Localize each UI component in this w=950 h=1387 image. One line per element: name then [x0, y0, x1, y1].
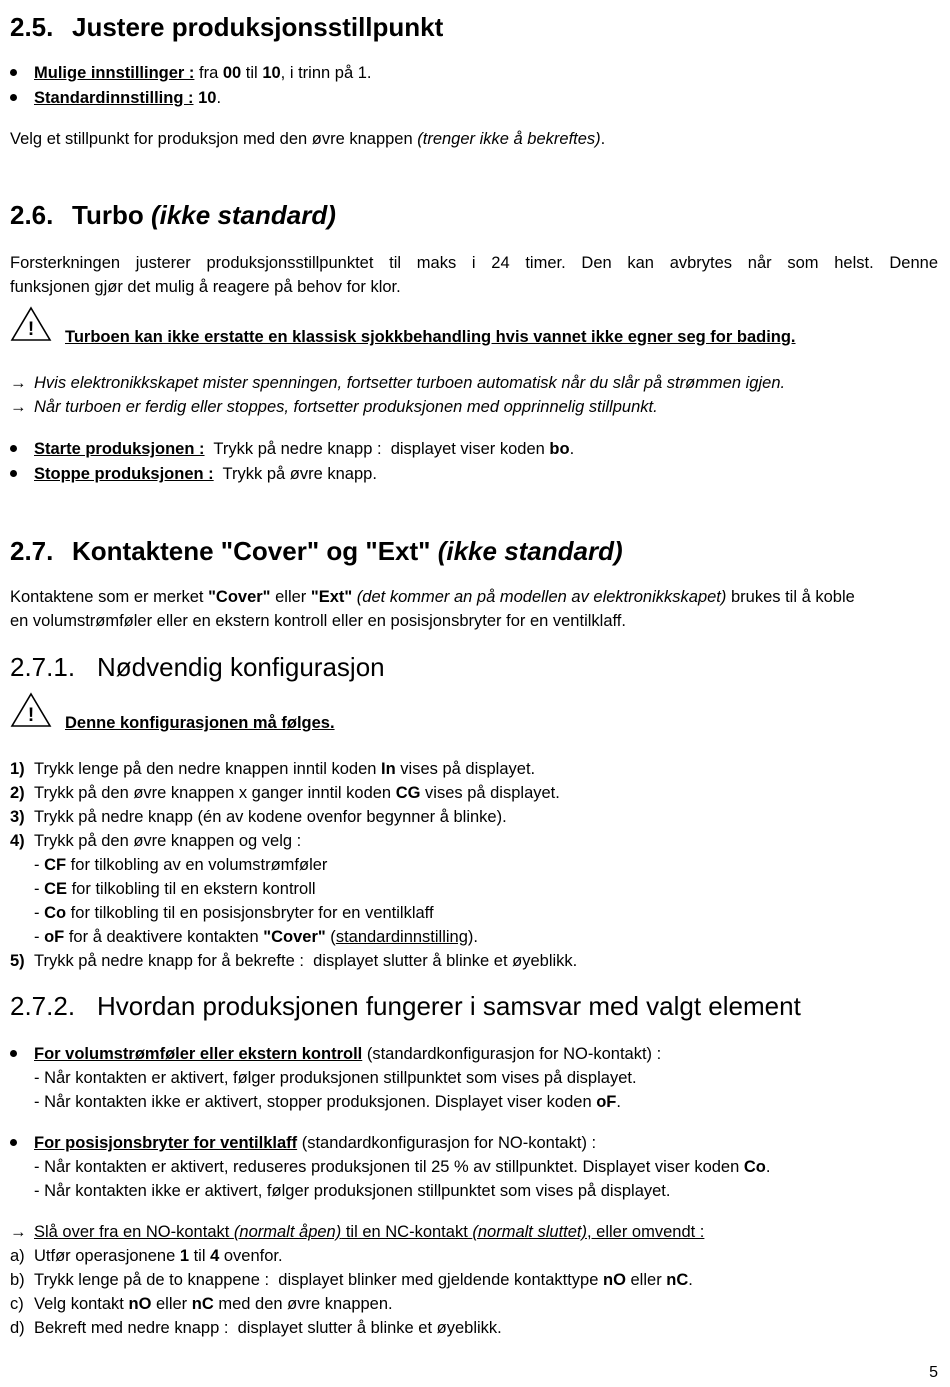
step-item	[10, 758, 535, 780]
dash: -	[34, 880, 40, 898]
step-number: 5)	[10, 952, 25, 970]
list-item	[10, 463, 377, 485]
section-title: Kontaktene "Cover" og "Ext"	[72, 536, 438, 566]
option-item	[34, 854, 327, 876]
text: eller	[151, 1295, 192, 1313]
text: , eller omvendt :	[587, 1223, 705, 1241]
warning-block	[10, 692, 52, 728]
code: CE	[44, 880, 68, 898]
warning-icon	[10, 306, 52, 342]
section-number: 2.7.1.	[10, 652, 76, 682]
paragraph: funksjonen gjør det mulig å reagere på behov for klor.	[10, 278, 401, 296]
section-number: 2.6.	[10, 200, 54, 230]
note-item	[10, 372, 785, 394]
step-number: 4)	[10, 832, 25, 850]
code: CF	[44, 856, 67, 874]
arrow-icon: →	[10, 1223, 27, 1241]
step-item	[10, 950, 577, 972]
code: bo	[549, 440, 570, 458]
text: Når kontakten er aktivert, følger produksjonen stillpunktet som vises på displayet.	[44, 1069, 637, 1087]
step-number: 3)	[10, 808, 25, 826]
step-item	[10, 806, 507, 828]
text: Når kontakten ikke er aktivert, følger produksjonen stillpunktet som vises på displayet.	[44, 1182, 671, 1200]
list-item	[10, 1043, 661, 1065]
option-item	[34, 926, 478, 948]
item-letter: a)	[10, 1247, 25, 1265]
text: Kontaktene som er merket	[10, 588, 209, 606]
svg-text:!: !	[27, 705, 35, 726]
warning-text: Denne konfigurasjonen må følges.	[65, 714, 335, 732]
alpha-item	[10, 1245, 283, 1267]
text: Når turboen er ferdig eller stoppes, fortsetter produksjonen med opprinnelig stillpunkt.	[34, 398, 658, 416]
switch-note	[10, 1221, 704, 1243]
bullet-label: Stoppe produksjonen :	[34, 465, 214, 483]
step-item	[10, 782, 560, 804]
text: Trykk lenge på de to knappene : displayet blinker med gjeldende kontakttype	[34, 1271, 603, 1289]
dash: -	[34, 856, 40, 874]
arrow-icon: →	[10, 374, 27, 392]
text: til	[189, 1247, 211, 1265]
bullet-label: For posisjonsbryter for ventilklaff	[34, 1134, 298, 1152]
text: Trykk på nedre knapp : displayet viser koden	[204, 440, 550, 458]
text: Trykk på den øvre knappen x ganger inntil koden	[34, 784, 396, 802]
code: CG	[395, 784, 421, 802]
item-letter: c)	[10, 1295, 24, 1313]
arrow-icon: →	[10, 398, 27, 416]
text: .	[600, 130, 606, 148]
paragraph: en volumstrømføler eller en ekstern kontroll eller en posisjonsbryter for en ventilklaff.	[10, 612, 626, 630]
text: for tilkobling til en posisjonsbryter for en ventilklaff	[66, 904, 434, 922]
text: til en NC-kontakt	[341, 1223, 473, 1241]
text: for tilkobling av en volumstrømføler	[66, 856, 328, 874]
code: oF	[596, 1093, 617, 1111]
bullet-label: Starte produksjonen :	[34, 440, 205, 458]
code: nO	[128, 1295, 152, 1313]
text: .	[216, 89, 222, 107]
text: med den øvre knappen.	[213, 1295, 393, 1313]
text: 4	[210, 1247, 220, 1265]
text: Hvis elektronikkskapet mister spenningen, fortsetter turboen automatisk når du slår på strømmen igjen.	[34, 374, 786, 392]
section-number: 2.7.	[10, 536, 54, 566]
section-number: 2.5.	[10, 12, 54, 42]
value: 00	[222, 64, 242, 82]
paragraph: Forsterkningen justerer produksjonsstillpunktet til maks i 24 timer. Den kan avbrytes når som helst. Denne	[10, 254, 938, 272]
code: nC	[666, 1271, 689, 1289]
svg-text:!: !	[27, 319, 35, 340]
text: Trykk lenge på den nedre knappen inntil koden	[34, 760, 382, 778]
text: for å deaktivere kontakten	[64, 928, 264, 946]
text: (standardkonfigurasjon for NO-kontakt) :	[362, 1045, 662, 1063]
paragraph	[10, 586, 938, 608]
code: oF	[44, 928, 65, 946]
text: ).	[467, 928, 478, 946]
list-item	[10, 1132, 596, 1154]
warning-block	[10, 306, 52, 342]
bullet-label: Mulige innstillinger :	[34, 64, 195, 82]
text: fra	[194, 64, 223, 82]
text: .	[569, 440, 575, 458]
value: 10	[262, 64, 281, 82]
text: Bekreft med nedre knapp : displayet slutter å blinke et øyeblikk.	[34, 1319, 502, 1337]
step-number: 2)	[10, 784, 25, 802]
section-number: 2.7.2.	[10, 991, 76, 1021]
text: vises på displayet.	[420, 784, 560, 802]
code: nC	[191, 1295, 214, 1313]
dash: -	[34, 1069, 40, 1087]
item-letter: b)	[10, 1271, 25, 1289]
code: In	[381, 760, 396, 778]
step-item	[10, 830, 301, 852]
dash: -	[34, 1158, 40, 1176]
dash: -	[34, 928, 40, 946]
alpha-item	[10, 1317, 502, 1339]
text: Velg kontakt	[34, 1295, 129, 1313]
list-item	[10, 62, 371, 84]
page-number: 5	[929, 1364, 938, 1381]
sub-item	[34, 1156, 770, 1178]
dash: -	[34, 904, 40, 922]
text: Når kontakten er aktivert, reduseres produksjonen til 25 % av stillpunktet. Displayet viser koden	[44, 1158, 744, 1176]
section-2-7-heading	[10, 536, 623, 566]
text: "Cover"	[263, 928, 326, 946]
warning-text: Turboen kan ikke erstatte en klassisk sjokkbehandling hvis vannet ikke egner seg for bading.	[65, 328, 796, 346]
bullet-label: Standardinnstilling :	[34, 89, 194, 107]
section-title: Turbo	[72, 200, 151, 230]
option-item	[34, 902, 434, 924]
section-title: Justere produksjonsstillpunkt	[72, 12, 444, 42]
text: Utfør operasjonene	[34, 1247, 180, 1265]
bullet-icon	[10, 445, 17, 452]
text: (normalt åpen)	[233, 1223, 342, 1241]
code: Co	[44, 904, 67, 922]
warning-icon	[10, 692, 52, 728]
text: Når kontakten ikke er aktivert, stopper produksjonen. Displayet viser koden	[44, 1093, 597, 1111]
bullet-icon	[10, 69, 17, 76]
option-item	[34, 878, 316, 900]
text: til	[241, 64, 263, 82]
text: (det kommer an på modellen av elektronikkskapet)	[356, 588, 727, 606]
item-letter: d)	[10, 1319, 25, 1337]
text: vises på displayet.	[395, 760, 536, 778]
note-item	[10, 396, 658, 418]
bullet-icon	[10, 1139, 17, 1146]
text: Trykk på øvre knapp.	[213, 465, 377, 483]
dash: -	[34, 1182, 40, 1200]
text: (	[325, 928, 336, 946]
bullet-icon	[10, 1050, 17, 1057]
text: (standardkonfigurasjon for NO-kontakt) :	[297, 1134, 597, 1152]
list-item	[10, 438, 574, 460]
text: for tilkobling til en ekstern kontroll	[67, 880, 316, 898]
sub-item	[34, 1091, 621, 1113]
section-2-6-heading	[10, 200, 336, 230]
sub-item	[34, 1180, 670, 1202]
text: (normalt sluttet)	[472, 1223, 587, 1241]
section-2-7-2-heading	[10, 991, 801, 1021]
text: (trenger ikke å bekreftes)	[417, 130, 601, 148]
text: eller	[270, 588, 311, 606]
bullet-icon	[10, 94, 17, 101]
text: brukes til å koble	[726, 588, 855, 606]
text: "Ext"	[310, 588, 353, 606]
dash: -	[34, 1093, 40, 1111]
text: "Cover"	[208, 588, 271, 606]
text: .	[688, 1271, 693, 1289]
text: standardinnstilling	[335, 928, 468, 946]
value: 10	[198, 89, 217, 107]
text: .	[765, 1158, 771, 1176]
text: Trykk på nedre knapp (én av kodene ovenfor begynner å blinke).	[34, 808, 507, 826]
text: , i trinn på 1.	[280, 64, 372, 82]
bullet-icon	[10, 470, 17, 477]
text: Slå over fra en NO-kontakt	[34, 1223, 234, 1241]
section-title: Nødvendig konfigurasjon	[97, 652, 385, 682]
section-title: Hvordan produksjonen fungerer i samsvar med valgt element	[97, 991, 801, 1021]
text: eller	[625, 1271, 667, 1289]
code: Co	[743, 1158, 766, 1176]
text: Trykk på nedre knapp for å bekrefte : displayet slutter å blinke et øyeblikk.	[34, 952, 578, 970]
code: nO	[603, 1271, 626, 1289]
text: Trykk på den øvre knappen og velg :	[34, 832, 302, 850]
section-2-7-1-heading	[10, 652, 385, 682]
alpha-item	[10, 1293, 393, 1315]
text: 1	[179, 1247, 190, 1265]
text: Velg et stillpunkt for produksjon med den øvre knappen	[10, 130, 418, 148]
sub-item	[34, 1067, 637, 1089]
text: .	[616, 1093, 621, 1111]
alpha-item	[10, 1269, 693, 1291]
paragraph	[10, 128, 605, 150]
list-item	[10, 87, 221, 109]
section-2-5-heading	[10, 12, 443, 42]
section-title-note: (ikke standard)	[437, 536, 623, 566]
text: ovenfor.	[219, 1247, 283, 1265]
step-number: 1)	[10, 760, 25, 778]
section-title-note: (ikke standard)	[150, 200, 336, 230]
bullet-label: For volumstrømføler eller ekstern kontroll	[34, 1045, 363, 1063]
